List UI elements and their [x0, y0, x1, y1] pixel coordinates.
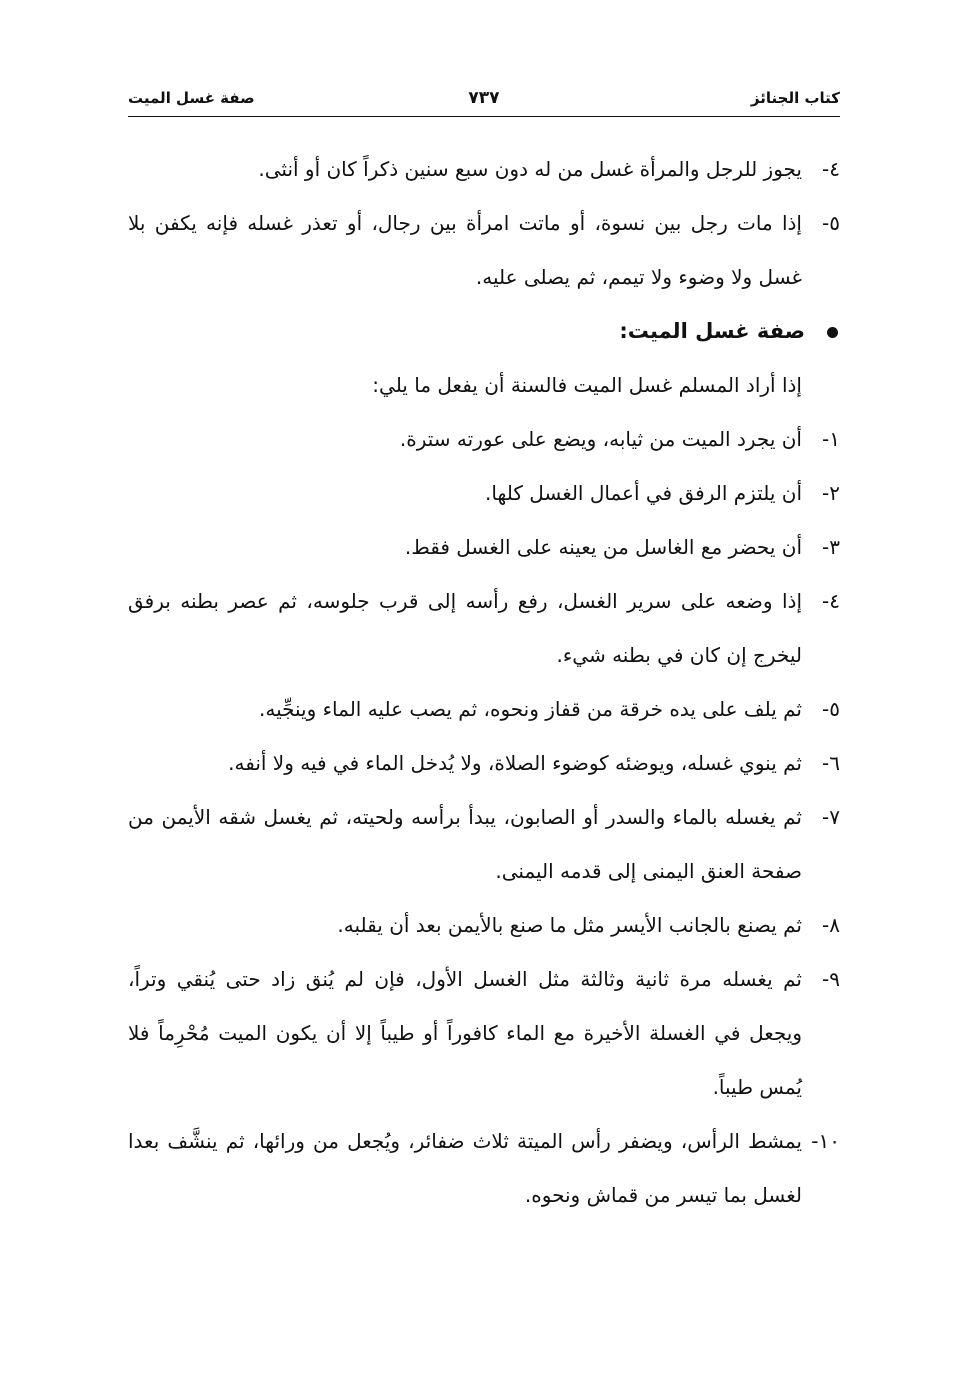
- item-number: ٧-: [822, 805, 840, 829]
- chapter-title: صفة غسل الميت: [128, 89, 255, 107]
- item-text: أن يلتزم الرفق في أعمال الغسل كلها.: [485, 481, 802, 505]
- section-intro: إذا أراد المسلم غسل الميت فالسنة أن يفعل ما يلي:: [372, 373, 802, 397]
- item-number: ٢-: [822, 481, 840, 505]
- list-item: [128, 142, 840, 196]
- item-text: ثم يغسله بالماء والسدر أو الصابون، يبدأ برأسه ولحيته، ثم يغسل شقه الأيمن من صفحة العنق اليمنى إلى قدمه اليمنى.: [128, 805, 802, 883]
- item-number: ٥-: [822, 697, 840, 721]
- list-item: [128, 412, 840, 466]
- bullet-icon: [827, 327, 838, 338]
- list-item: [128, 1114, 840, 1222]
- item-number: ٦-: [822, 751, 840, 775]
- item-text: أن يجرد الميت من ثيابه، ويضع على عورته سترة.: [399, 427, 802, 451]
- item-text: إذا مات رجل بين نسوة، أو ماتت امرأة بين رجال، أو تعذر غسله فإنه يكفن بلا غسل ولا وضوء ولا تيمم، ثم يصلى عليه.: [128, 211, 802, 289]
- list-item: [128, 790, 840, 898]
- list-item: [128, 952, 840, 1114]
- item-number: ٤-: [822, 589, 840, 613]
- book-title: كتاب الجنائز: [750, 89, 840, 107]
- running-header: [128, 76, 840, 117]
- item-text: إذا وضعه على سرير الغسل، رفع رأسه إلى قرب جلوسه، ثم عصر بطنه برفق ليخرج إن كان في بطنه شيء.: [128, 589, 802, 667]
- item-number: ٥-: [822, 211, 840, 235]
- section-title: صفة غسل الميت:: [619, 319, 805, 343]
- page-number: ٧٣٧: [468, 88, 500, 108]
- item-number: ٨-: [822, 913, 840, 937]
- item-text: يجوز للرجل والمرأة غسل من له دون سبع سنين ذكراً كان أو أنثى.: [258, 157, 802, 181]
- item-number: ٣-: [822, 535, 840, 559]
- item-number: ١٠-: [811, 1129, 840, 1153]
- list-item: [128, 682, 840, 736]
- item-number: ٤-: [822, 157, 840, 181]
- page-body: [128, 142, 840, 1222]
- item-number: ٩-: [822, 967, 840, 991]
- list-item: [128, 466, 840, 520]
- item-text: ثم يصنع بالجانب الأيسر مثل ما صنع بالأيمن بعد أن يقلبه.: [337, 913, 802, 937]
- item-text: ثم يغسله مرة ثانية وثالثة مثل الغسل الأول، فإن لم يُنق زاد حتى يُنقي وتراً، ويجعل في الغسلة الأخيرة مع الماء كافوراً أو طيباً إلا أن يكون الميت مُحْرِماً فلا يُمس طيباً.: [128, 967, 802, 1099]
- section-heading: [128, 304, 840, 358]
- item-number: ١-: [822, 427, 840, 451]
- list-item: [128, 736, 840, 790]
- item-text: ثم يلف على يده خرقة من قفاز ونحوه، ثم يصب عليه الماء وينجِّيه.: [258, 697, 802, 721]
- list-item: [128, 520, 840, 574]
- item-text: يمشط الرأس، ويضفر رأس الميتة ثلاث ضفائر، ويُجعل من ورائها، ثم ينشَّف بعدا لغسل بما تيسر من قماش ونحوه.: [128, 1129, 802, 1207]
- item-text: ثم ينوي غسله، ويوضئه كوضوء الصلاة، ولا يُدخل الماء في فيه ولا أنفه.: [228, 751, 802, 775]
- list-item: [128, 898, 840, 952]
- item-text: أن يحضر مع الغاسل من يعينه على الغسل فقط.: [404, 535, 802, 559]
- list-item: [128, 196, 840, 304]
- list-item: [128, 574, 840, 682]
